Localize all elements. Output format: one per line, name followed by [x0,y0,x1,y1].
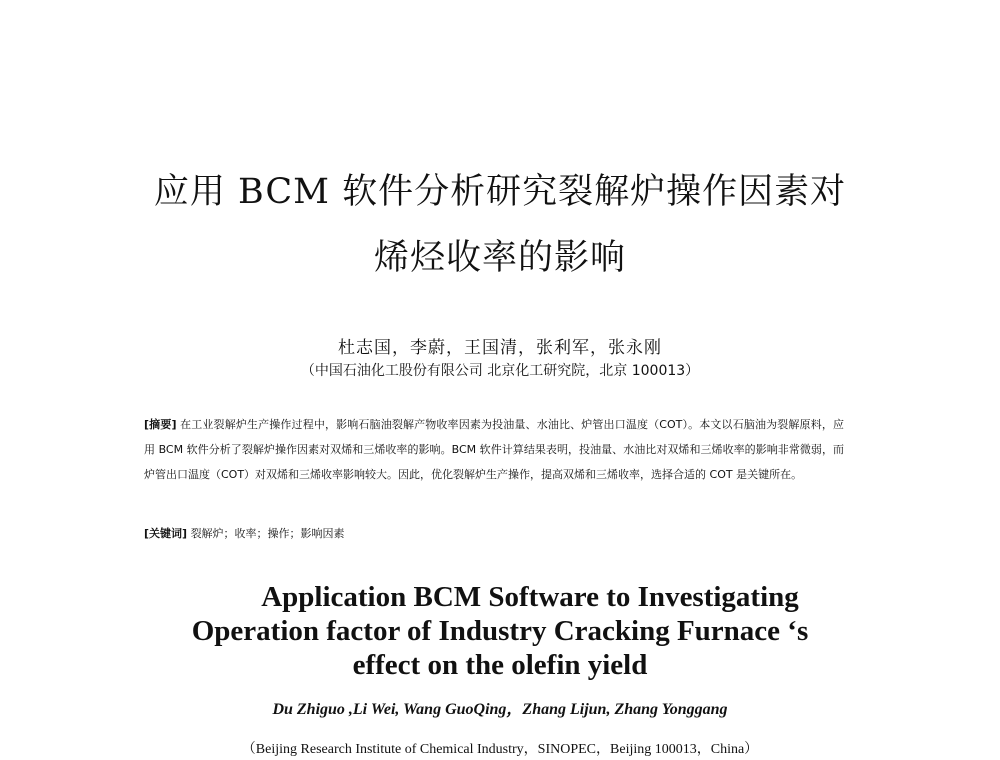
abstract-label: [摘要] [144,418,177,431]
keywords-label: [关键词] [144,527,188,540]
english-affiliation: （Beijing Research Institute of Chemical Industry，SINOPEC，Beijing 100013，China） [241,742,759,757]
english-title-line-1: Application BCM Software to Investigating [261,581,799,613]
chinese-keywords [144,524,844,544]
chinese-abstract [144,412,844,487]
chinese-title-line-2: 烯烃收率的影响 [373,238,626,278]
chinese-title-line-1: 应用 BCM 软件分析研究裂解炉操作因素对 [153,172,847,212]
english-title-line-2: Operation factor of Industry Cracking Furnace ‘s [191,615,809,647]
abstract-text: 在工业裂解炉生产操作过程中，影响石脑油裂解产物收率因素为投油量、水油比、炉管出口温度（COT）。本文以石脑油为裂解原料，应用 BCM 软件分析了裂解炉操作因素对双烯和三烯收率的影响。BCM 软件计算结果表明，投油量、水油比对双烯和三烯收率的影响非常微弱，而炉管出口温度（COT）对双烯和三烯收率影响较大。因此，优化裂解炉生产操作，提高双烯和三烯收率，选择合适的 COT 是关键所在。 [144,418,844,481]
english-authors: Du Zhiguo ,Li Wei, Wang GuoQing，Zhang Lijun, Zhang Yonggang [272,701,728,718]
chinese-affiliation: （中国石油化工股份有限公司 北京化工研究院，北京 100013） [300,363,700,379]
english-title-line-3: effect on the olefin yield [352,649,648,681]
chinese-authors: 杜志国，李蔚，王国清，张利军，张永刚 [338,338,662,358]
keywords-text: 裂解炉；收率；操作；影响因素 [190,527,345,540]
